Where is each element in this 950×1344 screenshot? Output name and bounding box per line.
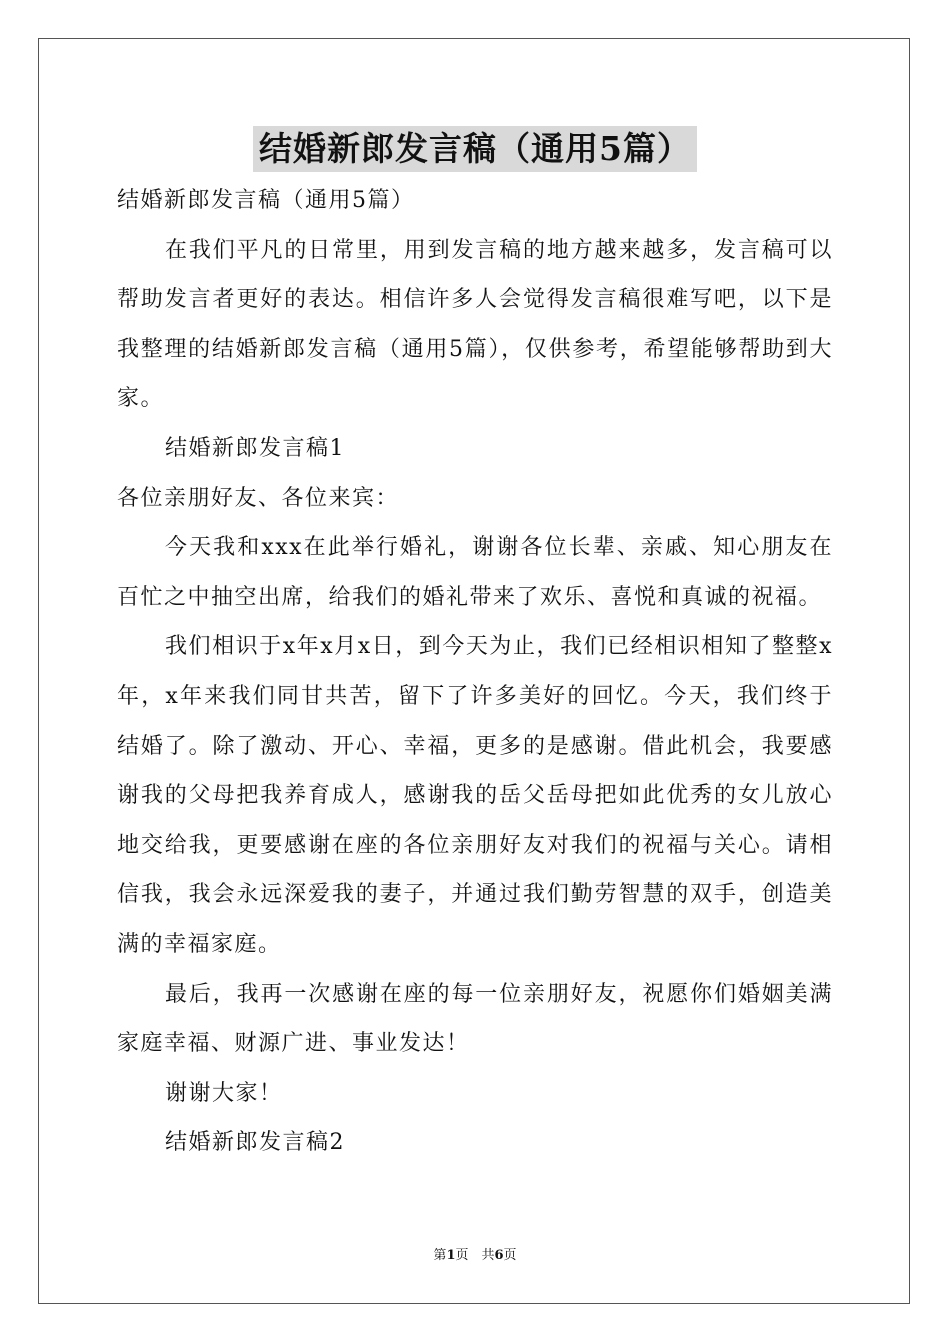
document-body [117,176,833,1168]
footer-prefix: 第 [433,1248,447,1263]
paragraph: 最后，我再一次感谢在座的每一位亲朋好友，祝愿你们婚姻美满家庭幸福、财源广进、事业发达！ [117,981,833,1057]
paragraph: 在我们平凡的日常里，用到发言稿的地方越来越多，发言稿可以帮助发言者更好的表达。相信许多人会觉得发言稿很难写吧，以下是我整理的结婚新郎发言稿（通用5篇），仅供参考，希望能够帮助到大家。 [117,237,833,412]
footer-page-number: 1 [446,1248,456,1263]
paragraph: 我们相识于x年x月x日，到今天为止，我们已经相识相知了整整x年，x年来我们同甘共苦，留下了许多美好的回忆。今天，我们终于结婚了。除了激动、开心、幸福，更多的是感谢。借此机会，我要感谢我的父母把我养育成人，感谢我的岳父岳母把如此优秀的女儿放心地交给我，更要感谢在座的各位亲朋好友对我们的祝福与关心。请相信我，我会永远深爱我的妻子，并通过我们勤劳智慧的双手，创造美满的幸福家庭。 [117,634,833,957]
document-title: 结婚新郎发言稿（通用5篇） [253,126,697,172]
footer-mid: 页 共 [455,1248,495,1263]
document-title-block [0,126,950,172]
section-heading: 结婚新郎发言稿1 [165,435,345,461]
salutation: 各位亲朋好友、各位来宾： [117,485,400,511]
page-footer [0,1246,950,1266]
footer-total-pages: 6 [494,1248,504,1263]
section-heading: 结婚新郎发言稿2 [165,1130,345,1156]
paragraph: 结婚新郎发言稿（通用5篇） [117,188,415,213]
closing-line: 谢谢大家！ [165,1080,283,1106]
paragraph: 今天我和xxx在此举行婚礼，谢谢各位长辈、亲戚、知心朋友在百忙之中抽空出席，给我们的婚礼带来了欢乐、喜悦和真诚的祝福。 [117,535,833,610]
footer-suffix: 页 [503,1248,517,1263]
